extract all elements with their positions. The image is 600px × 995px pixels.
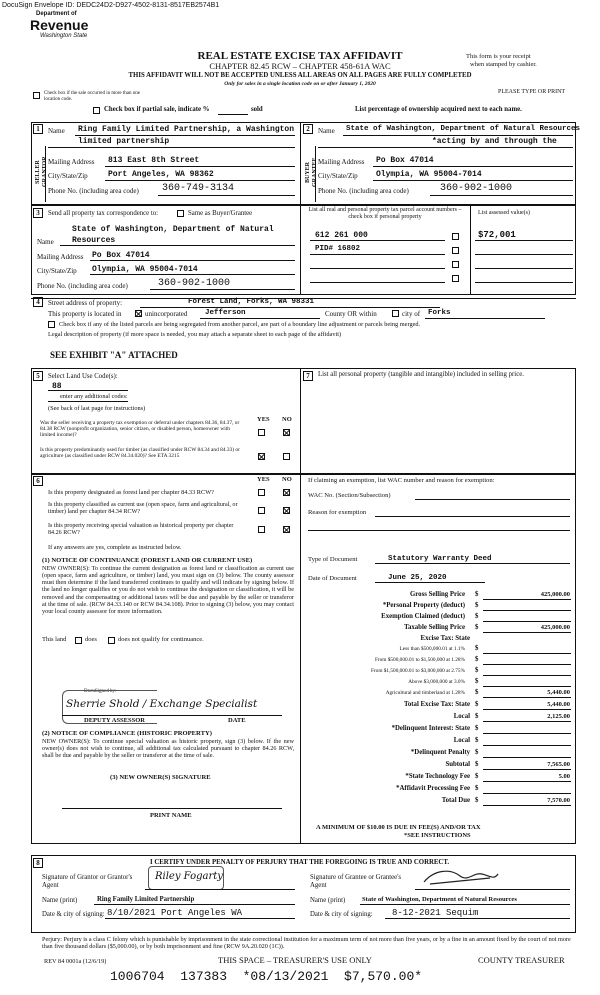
s6-q2-yes-checkbox[interactable]: [258, 507, 265, 514]
form-warning: THIS AFFIDAVIT WILL NOT BE ACCEPTED UNLESS ALL AREAS ON ALL PAGES ARE FULLY COMPLETED: [128, 72, 472, 79]
minimum-note: A MINIMUM OF $10.00 IS DUE IN FEE(S) AND/OR TAX: [316, 824, 481, 831]
same-as-buyer-row[interactable]: [177, 209, 184, 217]
total-row-value[interactable]: 5,440.00: [547, 701, 570, 708]
corr-name-label: Name: [37, 238, 54, 246]
street-value[interactable]: Forest Land, Forks, WA 98331: [188, 298, 315, 306]
s6-q1-no[interactable]: [283, 488, 290, 496]
unincorporated-row[interactable]: [135, 309, 142, 317]
bracket-label: Above $3,000,000 at 3.0%: [408, 679, 465, 685]
corr-city[interactable]: Olympia, WA 95004-7014: [92, 265, 198, 274]
correspondence-label: Send all property tax correspondence to:: [48, 210, 159, 217]
total-row-label: Total Excise Tax: State: [403, 701, 470, 708]
total-row-value[interactable]: 2,125.00: [547, 713, 570, 720]
grantee-signature: [420, 864, 500, 890]
total-row-label: *Delinquent Interest: State: [391, 725, 470, 732]
print-name-label: PRINT NAME: [150, 812, 192, 819]
seller-mail-label: Mailing Address: [48, 158, 95, 166]
does-label: does: [85, 636, 97, 643]
same-as-buyer-checkbox[interactable]: [177, 210, 184, 217]
street-label: Street address of property:: [48, 299, 123, 307]
parcel-4-personal[interactable]: [452, 274, 459, 282]
buyer-city[interactable]: Olympia, WA 95004-7014: [376, 170, 482, 179]
tax-row-label: Exemption Claimed (deduct): [381, 613, 465, 620]
assessed-header: List assessed value(s): [478, 210, 530, 216]
seller-name-2[interactable]: limited partnership: [78, 137, 170, 146]
logo-line1: Department of: [36, 11, 77, 17]
bracket-label: Less than $500,000.01 at 1.1%: [399, 646, 465, 652]
total-row-label: *Delinquent Penalty: [410, 749, 470, 756]
parcel-header: List all real and personal property tax parcel account numbers – check box if personal property: [308, 207, 462, 220]
exemption-label: If claiming an exemption, list WAC number and reason for exemption:: [308, 477, 495, 484]
list-percentage-note: List percentage of ownership acquired next to each name.: [355, 106, 522, 113]
excise-state-label: Excise Tax: State: [420, 635, 470, 642]
parcel-4-checkbox[interactable]: [452, 275, 459, 282]
s6-q3-yes[interactable]: [258, 525, 265, 533]
buyer-side-label: BUYER GRANTEE: [305, 157, 318, 187]
corr-name-2[interactable]: Resources: [72, 236, 116, 245]
segregated-label: Check box if any of the listed parcels are being segregated from another parcel, are part of a boundary line adjustment or parcels being merged.: [59, 321, 421, 328]
total-row-label: *State Technology Fee: [405, 773, 470, 780]
land-use-label: Select Land Use Code(s):: [48, 373, 118, 380]
grantor-date-label: Date & city of signing:: [42, 911, 105, 918]
dollar-sign: $: [475, 797, 479, 804]
dollar-sign: $: [475, 725, 479, 732]
grantor-name[interactable]: Ring Family Limited Partnership: [97, 896, 195, 903]
q1-no[interactable]: [283, 428, 290, 436]
total-row-label: Total Due: [441, 797, 470, 804]
dollar-sign: $: [475, 624, 479, 631]
dollar-sign: $: [475, 656, 479, 663]
logo-line3: Washington State: [40, 33, 88, 39]
corr-city-label: City/State/Zip: [37, 267, 77, 275]
parcel-2[interactable]: PID# 16802: [315, 245, 361, 253]
county-value[interactable]: Jefferson: [205, 309, 246, 317]
multi-location-label: Check box if the sale occurred in more than one location code.: [44, 91, 140, 102]
land-use-additional: enter any additional codes:: [60, 393, 128, 400]
notice2-title: (2) NOTICE OF COMPLIANCE (HISTORIC PROPERTY): [42, 730, 212, 737]
county-treasurer-label: COUNTY TREASURER: [478, 955, 565, 965]
assessed-1[interactable]: $72,001: [478, 230, 516, 240]
bracket-value[interactable]: 5,440.00: [547, 689, 570, 696]
exhibit-a: SEE EXHIBIT "A" ATTACHED: [50, 350, 178, 360]
bracket-label: From $1,500,000.01 to $3,000,000 at 2.75%: [370, 668, 465, 674]
see-instructions: *SEE INSTRUCTIONS: [404, 832, 471, 839]
total-row-value[interactable]: 7,570.00: [547, 797, 570, 804]
grantee-date[interactable]: 8-12-2021 Sequim: [392, 908, 479, 918]
dollar-sign: $: [475, 678, 479, 685]
dollar-sign: $: [475, 761, 479, 768]
unincorporated-checkbox[interactable]: [135, 310, 142, 317]
tax-row-value[interactable]: 425,000.00: [540, 591, 570, 598]
q1-yes-checkbox[interactable]: [258, 429, 265, 436]
s6-q1-yes[interactable]: [258, 488, 265, 496]
notice1-body: NEW OWNER(S): To continue the current designation as forest land or classification as current use (open space, farm and agriculture, or timber) land, you must sign on (3) below. The county assessor must then determine if the land transferred continues to qualify and will indicate by signing below. If the land no longer qualifies or you do not wish to continue the designation or classification, it will be removed and the compensating or additional taxes will be due and payable by the seller or transferor at the time of sale. (RCW 84.33.140 or RCW 84.34.108). Prior to signing (3) below, you may contact your local county assessor for more information.: [42, 565, 294, 615]
grantor-signature: Riley Fogarty: [155, 871, 223, 882]
county-or-within: County OR within: [325, 310, 377, 318]
segregated-checkbox[interactable]: [48, 321, 55, 328]
s6-q2-no-checkbox[interactable]: [283, 507, 290, 514]
buyer-name-label: Name: [318, 127, 335, 135]
personal-property-label: List all personal property (tangible and intangible) included in selling price.: [318, 371, 524, 378]
this-land-label: This land: [42, 636, 67, 643]
s6-q3-no-checkbox[interactable]: [283, 526, 290, 533]
land-use-q2: Is this property predominantly used for timber (as classified under RCW 84.34 and 84.33) or agriculture (as classified under RCW 84.34.020)? See ETA 3215: [40, 447, 240, 460]
section-8-number: 8: [33, 858, 43, 868]
corr-phone[interactable]: 360-902-1000: [158, 278, 231, 289]
assessor-signature: Sherrie Shold / Exchange Specialist: [66, 698, 258, 710]
grantee-sig-label: Signature of Grantee or Grantee's Agent: [310, 874, 402, 889]
form-only-for: Only for sales in a single location code on or after January 1, 2020: [224, 81, 376, 87]
buyer-city-label: City/State/Zip: [318, 172, 358, 180]
treasurer-space: THIS SPACE – TREASURER'S USE ONLY: [218, 955, 372, 965]
type-or-print: PLEASE TYPE OR PRINT: [498, 89, 566, 95]
buyer-mail[interactable]: Po Box 47014: [376, 156, 434, 165]
land-use-code[interactable]: 88: [52, 382, 62, 391]
total-row-label: Local: [453, 737, 470, 744]
q2-no[interactable]: [283, 452, 290, 460]
does-not-label: does not qualify for continuance.: [118, 636, 204, 643]
tax-row-label: *Personal Property (deduct): [382, 602, 465, 609]
total-row-value[interactable]: 5.00: [558, 773, 570, 780]
logo-line2: Revenue: [30, 17, 89, 33]
section-3-number: 3: [33, 208, 43, 218]
s6-q1-yes-checkbox[interactable]: [258, 489, 265, 496]
dollar-sign: $: [475, 785, 479, 792]
legal-label: Legal description of property (if more space is needed, you may attach a separate sheet to each page of the affidavit): [48, 331, 342, 338]
bracket-label: Agricultural and timberland at 1.28%: [385, 690, 465, 696]
grantor-date[interactable]: 8/10/2021 Port Angeles WA: [107, 908, 243, 918]
total-row-label: Local: [453, 713, 470, 720]
envelope-id: DocuSign Envelope ID: DEDC24D2-D927-4502-8131-8517EB2574B1: [2, 2, 220, 9]
buyer-phone-label: Phone No. (including area code): [318, 187, 409, 195]
land-use-q1: Was the seller receiving a property tax exemption or deferral under chapters 84.36, 84.37, or 84.38 RCW (nonprofit organization, senior citizen, or disabled person, homeowner with limited income)?: [40, 420, 240, 439]
same-as-buyer-label: Same as Buyer/Grantee: [188, 210, 253, 217]
located-label: This property is located in: [48, 310, 122, 318]
dollar-sign: $: [475, 645, 479, 652]
dollar-sign: $: [475, 749, 479, 756]
s6-q3-no[interactable]: [283, 525, 290, 533]
unincorporated-label: unincorporated: [145, 310, 188, 318]
seller-city-label: City/State/Zip: [48, 172, 88, 180]
does-not-row[interactable]: [108, 636, 115, 644]
s6-q3-yes-checkbox[interactable]: [258, 526, 265, 533]
section-1-number: 1: [33, 124, 43, 134]
land-use-yes: YES: [257, 416, 270, 423]
land-use-see-back: (See back of last page for instructions): [48, 405, 146, 412]
reason-label: Reason for exemption: [308, 509, 367, 516]
total-row-label: *Affidavit Processing Fee: [396, 785, 470, 792]
parcel-1-checkbox[interactable]: [452, 233, 459, 240]
parcel-3-checkbox[interactable]: [452, 261, 459, 268]
city-of-checkbox[interactable]: [392, 310, 399, 317]
q2-yes-checkbox[interactable]: [258, 453, 265, 460]
receipt-note-2: when stamped by cashier.: [470, 61, 537, 68]
corr-phone-label: Phone No. (including area code): [37, 282, 128, 290]
corr-name[interactable]: State of Washington, Department of Natural: [72, 225, 274, 234]
parcel-3-personal[interactable]: [452, 260, 459, 268]
buyer-phone[interactable]: 360-902-1000: [440, 183, 513, 194]
deputy-assessor-label: DEPUTY ASSESSOR: [84, 717, 145, 724]
buyer-name[interactable]: State of Washington, Department of Natural Resources: [346, 125, 581, 133]
notice1-title: (1) NOTICE OF CONTINUANCE (FOREST LAND OR CURRENT USE): [42, 557, 253, 564]
rev-number: REV 84 0001a (12/6/19): [44, 958, 107, 965]
corr-mail[interactable]: Po Box 47014: [92, 251, 150, 260]
seller-city[interactable]: Port Angeles, WA 98362: [108, 170, 214, 179]
dollar-sign: $: [475, 701, 479, 708]
bracket-label: From $500,000.01 to $1,500,000 at 1.28%: [374, 657, 465, 663]
date-label: DATE: [228, 717, 246, 724]
dollar-sign: $: [475, 773, 479, 780]
s6-q2: Is this property classified as current use (open space, farm and agricultural, or timber) land per chapter 84.34 RCW?: [48, 502, 238, 515]
wac-label: WAC No. (Section/Subsection): [308, 492, 391, 499]
tax-row-label: Taxable Selling Price: [404, 624, 465, 631]
dollar-sign: $: [475, 667, 479, 674]
parcel-1[interactable]: 612 261 000: [315, 231, 368, 240]
partial-sale-sold: sold: [251, 106, 263, 113]
total-row-label: Subtotal: [445, 761, 470, 768]
s6-if-yes: If any answers are yes, complete as instructed below.: [48, 544, 182, 551]
grantee-date-label: Date & city of signing:: [310, 911, 373, 918]
grantor-name-label: Name (print): [42, 897, 78, 904]
grantee-name-label: Name (print): [310, 897, 346, 904]
parcel-2-personal[interactable]: [452, 246, 459, 254]
seller-phone-label: Phone No. (including area code): [48, 187, 139, 195]
doc-date[interactable]: June 25, 2020: [388, 574, 447, 582]
form-title: REAL ESTATE EXCISE TAX AFFIDAVIT: [197, 50, 403, 62]
dollar-sign: $: [475, 591, 479, 598]
dollar-sign: $: [475, 689, 479, 696]
multi-location-checkbox[interactable]: [33, 92, 40, 99]
partial-sale-checkbox[interactable]: [93, 107, 100, 114]
doc-type[interactable]: Statutory Warranty Deed: [388, 555, 492, 563]
grantee-name[interactable]: State of Washington, Department of Natural Resources: [362, 896, 517, 903]
doc-date-label: Date of Document: [308, 575, 357, 582]
s6-yes: YES: [257, 476, 270, 483]
s6-q2-yes[interactable]: [258, 506, 265, 514]
section-6-number: 6: [33, 476, 43, 486]
grantor-sig-label: Signature of Grantor or Grantor's Agent: [42, 874, 133, 889]
does-checkbox[interactable]: [75, 637, 82, 644]
form-chapter: CHAPTER 82.45 RCW – CHAPTER 458-61A WAC: [209, 61, 391, 71]
land-use-no: NO: [282, 416, 292, 423]
q2-no-checkbox[interactable]: [283, 453, 290, 460]
s6-q1: Is this property designated as forest land per chapter 84.33 RCW?: [48, 489, 214, 496]
partial-sale-label: Check box if partial sale, indicate %: [104, 106, 210, 113]
tax-row-value[interactable]: 425,000.00: [540, 624, 570, 631]
tax-row-label: Gross Selling Price: [410, 591, 465, 598]
does-not-checkbox[interactable]: [108, 637, 115, 644]
dollar-sign: $: [475, 613, 479, 620]
city-of-label: city of: [402, 310, 421, 318]
q2-yes[interactable]: [258, 452, 265, 460]
notice2-body: NEW OWNER(S): To continue special valuation as historic property, sign (3) below. If the new owner(s) does not wish to continue, all additional tax calculated pursuant to chapter 84.26 RCW, shall be due and payable by the seller or transferor at the time of sale.: [42, 738, 294, 760]
parcel-2-checkbox[interactable]: [452, 247, 459, 254]
perjury-text: Perjury: Perjury is a class C felony which is punishable by imprisonment in the state correctional institution for a maximum term of not more than five years, or by a fine in an amount fixed by the court of not more than five thousand dollars ($5,000.00), or by both imprisonment and fine (RCW 9A.20.020 (1C)).: [42, 936, 571, 951]
s6-q3: Is this property receiving special valuation as historical property per chapter 84.26 RCW?: [48, 523, 234, 536]
section-5-number: 5: [33, 371, 43, 381]
q1-no-checkbox[interactable]: [283, 429, 290, 436]
s6-no: NO: [282, 476, 292, 483]
total-row-value[interactable]: 7,565.00: [547, 761, 570, 768]
seller-mail[interactable]: 813 East 8th Street: [108, 156, 200, 165]
multi-location-row[interactable]: [33, 91, 40, 99]
city-of-row[interactable]: [392, 309, 399, 317]
doc-type-label: Type of Document: [308, 556, 358, 563]
does-row[interactable]: [75, 636, 82, 644]
s6-q1-no-checkbox[interactable]: [283, 489, 290, 496]
certify-text: I CERTIFY UNDER PENALTY OF PERJURY THAT THE FOREGOING IS TRUE AND CORRECT.: [150, 859, 450, 866]
dollar-sign: $: [475, 713, 479, 720]
dollar-sign: $: [475, 737, 479, 744]
partial-sale-row[interactable]: [93, 106, 100, 114]
seller-name[interactable]: Ring Family Limited Partnership, a Washington: [78, 125, 295, 134]
parcel-1-personal[interactable]: [452, 232, 459, 240]
city-value[interactable]: Forks: [428, 309, 451, 317]
q1-yes[interactable]: [258, 428, 265, 436]
section-7-number: 7: [303, 371, 313, 381]
seller-name-label: Name: [48, 127, 65, 135]
treasurer-stamp: 1006704 137383 *08/13/2021 $7,570.00*: [110, 969, 423, 984]
docusigned-by: DocuSigned by:: [84, 689, 117, 694]
dollar-sign: $: [475, 602, 479, 609]
seller-side-label: SELLER GRANTOR: [35, 156, 48, 188]
buyer-mail-label: Mailing Address: [318, 158, 365, 166]
new-owner-sig-label: (3) NEW OWNER(S) SIGNATURE: [110, 774, 211, 781]
receipt-note-1: This form is your receipt: [466, 53, 531, 60]
segregated-row[interactable]: [48, 320, 55, 328]
section-4-number: 4: [33, 297, 43, 307]
corr-mail-label: Mailing Address: [37, 253, 84, 261]
seller-phone[interactable]: 360-749-3134: [162, 183, 235, 194]
section-2-number: 2: [303, 124, 313, 134]
s6-q2-no[interactable]: [283, 506, 290, 514]
buyer-name-2[interactable]: *acting by and through the: [432, 137, 557, 146]
